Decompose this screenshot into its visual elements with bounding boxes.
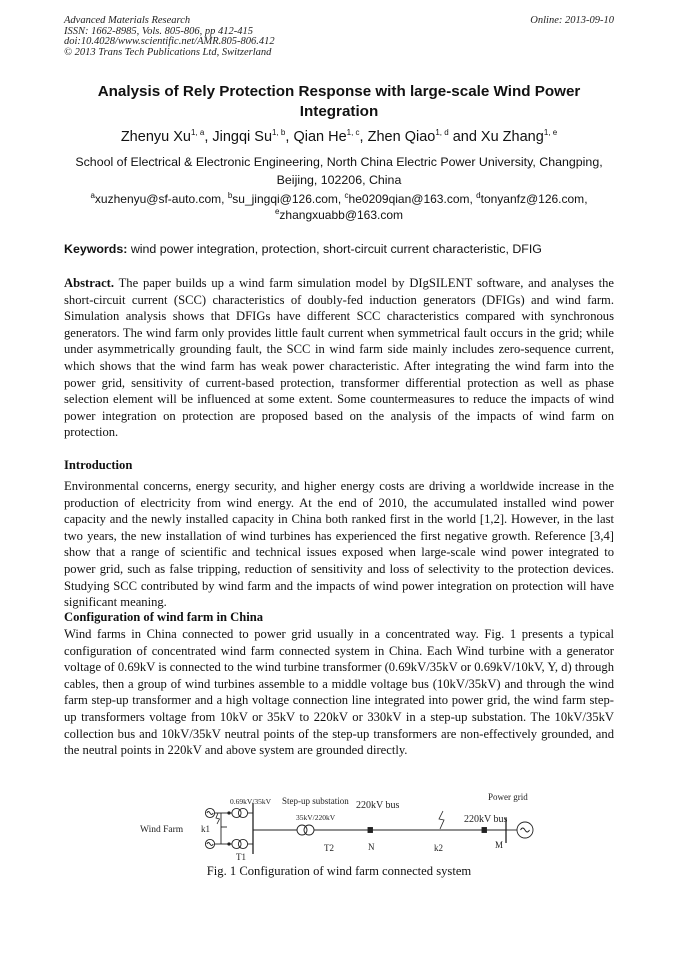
keywords — [64, 241, 616, 257]
figure-caption: Fig. 1 Configuration of wind farm connected system — [206, 864, 472, 878]
author-name: Zhenyu Xu — [120, 129, 191, 145]
abstract-text: The paper builds up a wind farm simulation model by DIgSILENT software, and analyses the short-circuit current (SCC) characteristics of doubly-fed induction generators (DFIGs) and wind farm. Simulation analysis shows that DFIGs have different SCC characteristics compared with synchronous generators. The wind farm only provides little fault current when symmetrical fault occurs in the grid; while under asymmetrically grounding fault, the SCC in wind farm side mainly includes zero-sequence current, which shows that the wind farm has weak power characteristic. After integrating the wind farm into the power grid, sensitivity of current-based protection, transformer differential protection as well as phase selection element will be influenced at some extent. Some countermeasures to reduce the impacts of wind power integration on protection are proposed based on the analysis of the impacts of wind farm on protection. — [64, 276, 614, 440]
email-address[interactable]: he0209qian@163.com — [348, 192, 470, 206]
journal-issn: ISSN: 1662-8985, Vols. 805-806, pp 412-415 — [64, 25, 253, 37]
author-affil-mark: 1, d — [435, 128, 449, 138]
author-name: Jingqi Su — [212, 129, 273, 145]
k2-label: k2 — [434, 843, 443, 853]
author-affil-mark: 1, c — [346, 128, 360, 138]
author-emails — [64, 191, 614, 223]
email-mark: d — [476, 191, 481, 200]
power-grid-label: Power grid — [488, 792, 528, 802]
bus-breaker — [482, 828, 487, 833]
keywords-label: Keywords: — [64, 242, 128, 256]
fault-k2-icon — [439, 811, 444, 829]
author-name: Qian He — [293, 129, 347, 145]
email-address[interactable]: su_jingqi@126.com — [232, 192, 338, 206]
configuration-text: Wind farms in China connected to power grid usually in a concentrated way. Fig. 1 presents a typical configuration of concentrated wind farm connected system in China. Each Wind turbine with a generator voltage of 0.69kV is connected to the wind turbine transformer (0.69kV/35kV or 0.69kV/10kV, Y, d) through cables, then a group of wind turbines assemble to a middle voltage bus (10kV/35kV) and through the wind farm step-up transformer and a high voltage connection line integrated into power grid, the wind farm step-up transformers voltage from 10kV or 35kV to 220kV or 330kV in a step-up substation. The 10kV/35kV collection bus and 10kV/35kV neutral points of the step-up transformers are non-effectively grounded, and the neutral points in 220kV and above system are grounded directly. — [64, 627, 614, 758]
t1-label: T1 — [236, 852, 246, 862]
keywords-text: wind power integration, protection, short-circuit current characteristic, DFIG — [130, 242, 542, 256]
author-affil-mark: 1, e — [543, 128, 558, 138]
paper-title: Analysis of Rely Protection Response with large-scale Wind Power Integration — [97, 83, 581, 120]
bus-m-label: M — [495, 840, 504, 850]
wind-farm-label: Wind Farm — [140, 825, 184, 835]
abstract-label: Abstract. — [64, 276, 115, 290]
email-separator: , — [584, 192, 588, 206]
substation-label: Step-up substation — [282, 796, 349, 806]
author-name: Zhen Qiao — [367, 129, 436, 145]
online-date: Online: 2013-09-10 — [530, 15, 614, 26]
section-heading-configuration: Configuration of wind farm in China — [64, 610, 264, 624]
author-separator: , — [204, 129, 213, 145]
t1-rating-label: 0.69kV/35kV — [230, 797, 272, 806]
author-separator: , — [285, 129, 294, 145]
bus-breaker — [368, 828, 373, 833]
transformer-icon — [238, 839, 247, 848]
journal-header — [64, 16, 275, 58]
affiliation: School of Electrical & Electronic Engineering, North China Electric Power University, Changping, Beijing, 102206, China — [75, 155, 603, 187]
author-name: Xu Zhang — [480, 129, 544, 145]
bus1-label: 220kV bus — [356, 800, 400, 811]
section-heading-introduction: Introduction — [64, 458, 133, 472]
journal-doi: doi:10.4028/www.scientific.net/AMR.805-806.412 — [64, 36, 275, 47]
author-list — [64, 128, 614, 146]
journal-copyright: © 2013 Trans Tech Publications Ltd, Switzerland — [64, 46, 272, 58]
author-separator: and — [448, 129, 481, 145]
transformer-icon — [304, 825, 314, 835]
email-address[interactable]: tonyanfz@126.com — [480, 192, 585, 206]
email-separator: , — [221, 192, 228, 206]
email-separator: , — [337, 192, 345, 206]
fault-k1-icon — [216, 813, 220, 824]
email-mark: a — [90, 191, 95, 200]
author-separator: , — [359, 129, 368, 145]
wind-farm-diagram — [130, 788, 550, 862]
author-affil-mark: 1, a — [190, 128, 205, 138]
journal-name: Advanced Materials Research — [64, 15, 191, 26]
author-affil-mark: 1, b — [272, 128, 286, 138]
email-address[interactable]: xuzhenyu@sf-auto.com — [94, 192, 222, 206]
email-mark: b — [227, 191, 233, 200]
introduction-text: Environmental concerns, energy security, and higher energy costs are driving a worldwide increase in the production of electricity from wind energy. At the end of 2010, the accumulated installed wind power capacity and the newly installed capacity in China both ranked first in the world [1,2]. However, in the last two years, the new installation of wind turbines has experienced the first negative growth. Reference [3,4] show that a range of scientific and technical issues exposed when large-scale wind power integrated to power grid, such as false tripping, reduction of sensitivity and loss of selectivity to the protection devices. Studying SCC contributed by wind farm and the impacts of wind power integration on protection will have significant meaning. — [64, 479, 614, 610]
transformer-icon — [238, 808, 247, 817]
t2-label: T2 — [324, 843, 334, 853]
email-address[interactable]: zhangxuabb@163.com — [279, 208, 404, 222]
email-separator: , — [469, 192, 477, 206]
abstract — [64, 275, 614, 441]
k1-label: k1 — [201, 824, 210, 834]
email-mark: c — [344, 191, 349, 200]
t2-rating-label: 35kV/220kV — [296, 813, 336, 822]
email-mark: e — [274, 207, 280, 216]
bus-n-label: N — [368, 842, 375, 852]
bus2-label: 220kV bus — [464, 814, 508, 825]
